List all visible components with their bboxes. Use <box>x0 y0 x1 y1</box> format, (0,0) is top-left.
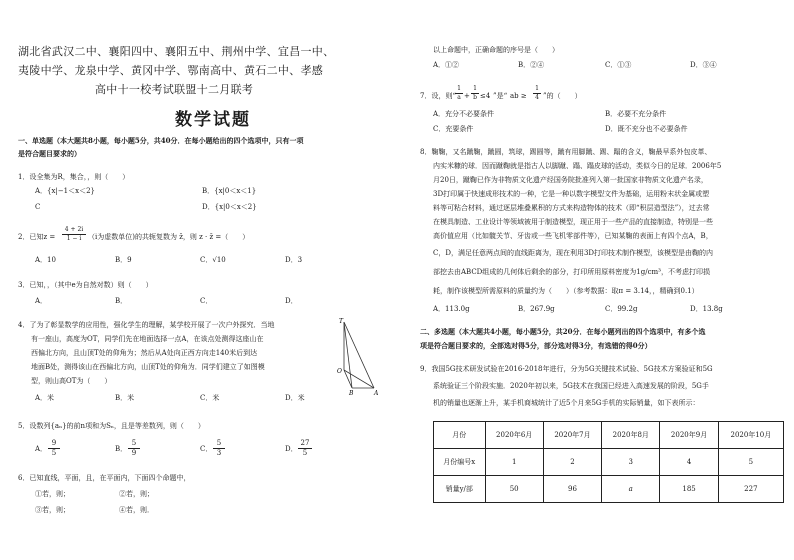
q8-line-9: 部挖去由ABCD组成的几何体后剩余的部分，打印所用原料密度为1g/cm³，不考虑打印损 <box>433 268 710 276</box>
q5-option-c-label: C． <box>200 445 213 453</box>
q6-proposition-1: ①若，则； <box>35 490 70 498</box>
q6-continuation: 以上命题中，正确命题的序号是（ ） <box>433 46 559 54</box>
q8-line-2: 内实米糠的球．因而蹴鞠就是指古人以脚蹴、蹋、蹋皮球的活动，类似今日的足球．2006年5 <box>433 162 722 170</box>
table-header-cell: 2020年10月 <box>718 422 783 449</box>
table-header-cell: 2020年8月 <box>602 422 660 449</box>
q2-option-c[interactable]: C．√10 <box>200 256 226 264</box>
table-header-cell: 2020年6月 <box>485 422 543 449</box>
q5-option-c[interactable] <box>200 445 212 454</box>
q4-option-a[interactable]: A．米 <box>35 394 55 402</box>
q5-option-d-label: D． <box>285 445 298 453</box>
q8-line-5: 料等可粘合材料，通过逐层堆叠累积的方式来构造物体的技术（即“积层造型法”），过去常 <box>433 204 710 212</box>
q5-option-d-fraction <box>298 439 312 458</box>
q2-option-a[interactable]: A．10 <box>35 256 56 264</box>
line-ta <box>344 322 374 388</box>
q5-b-num: 5 <box>128 439 140 449</box>
mountain-figure <box>334 316 384 396</box>
q4-line-5: 型，则山高OT为（ ） <box>31 377 112 385</box>
q4-line-3: 西偏北方向，且山顶T处的仰角为；然后从A处向正西方向走140米后到达 <box>31 349 258 357</box>
q7-frac-3 <box>533 85 541 102</box>
q8-line-3: 月20日，蹴鞠已作为非物质文化遗产经国务院批准列入第一批国家非物质文化遗产名录， <box>433 176 708 184</box>
table-cell: 96 <box>543 476 601 503</box>
q7-stem-pre: 7．设，则“ <box>420 92 457 100</box>
q6-option-a[interactable]: A．①② <box>433 61 460 69</box>
q5-c-num: 5 <box>213 439 225 449</box>
label-o: O <box>337 368 342 375</box>
q1-option-b[interactable]: B．{x|0＜x＜1} <box>202 187 257 195</box>
q8-line-1: 8．鞠鞠，又名蹴鞠，蹴圆，筑球，踢圆等，蹴有用脚蹴、踢、蹋的含义，鞠最早系外包皮革、 <box>420 148 712 156</box>
label-a: A <box>374 390 379 396</box>
q8-option-c[interactable]: C．99.2g <box>605 305 638 313</box>
table-header-cell: 月份 <box>434 422 486 449</box>
table-cell: 1 <box>485 449 543 476</box>
q3-stem: 3．已知，，（其中e为自然对数）则（ ） <box>18 281 153 289</box>
q5-option-d[interactable] <box>285 445 298 454</box>
q4-line-1: 4．了为了彰显数学的应用性，强化学生的理解，某学校开展了一次户外探究．当地 <box>18 321 275 329</box>
q9-line-2: 系统验证三个阶段实施．2020年初以来，5G技术在我国已经进入高速发展的阶段，5G手 <box>433 382 709 390</box>
q8-option-a[interactable]: A．113.0g <box>433 305 470 313</box>
header-line-3: 高中十一校考试联盟十二月联考 <box>95 83 254 96</box>
q5-a-den: 5 <box>51 449 57 457</box>
q7-option-b[interactable]: B．必要不充分条件 <box>605 110 667 118</box>
q7-stem-mid: ”是“ <box>493 92 508 100</box>
header-line-2: 夷陵中学、龙泉中学、黄冈中学、鄂南高中、黄石二中、孝感 <box>18 64 324 77</box>
table-cell: 2 <box>543 449 601 476</box>
q4-option-c[interactable]: C．米 <box>200 394 220 402</box>
q5-option-a-label: A． <box>35 445 48 453</box>
table-cell: 4 <box>660 449 718 476</box>
q7-stem-post: ”的（ ） <box>543 92 582 100</box>
q7-plus: + <box>464 92 470 100</box>
q6-option-d[interactable]: D．③④ <box>690 61 717 69</box>
q7-option-d[interactable]: D．既不充分也不必要条件 <box>605 125 688 133</box>
section2-heading: 二、多选题（本大题共4小题，每小题5分，共20分．在每小题列出的四个选项中，有多个选 <box>420 327 706 336</box>
table-cell: 销量y/部 <box>434 476 486 503</box>
table-row <box>434 476 784 503</box>
q4-line-2: 有一座山，高度为OT，同学们先在地面选择一点A，在该点处测得这座山在 <box>31 335 264 343</box>
q6-proposition-2: ②若，则； <box>119 490 154 498</box>
q9-line-1: 9．我国5G技术研发试验在2016-2018年进行，分为5G关键技术试验、5G技术方案验证和5G <box>420 365 713 373</box>
q8-line-4: 3D打印属于快速成形技术的一种，它是一种以数字模型文件为基础，运用粉末状金属或塑 <box>433 190 710 198</box>
section1-heading: 一、单选题（本大题共8小题，每小题5分，共40分．在每小题给出的四个选项中，只有一项 <box>18 136 304 145</box>
q6-stem: 6．已知直线，平面，且，在平面内，下面四个命题中， <box>18 474 191 482</box>
q9-line-3: 机的销量也逐渐上升，某手机商城统计了近5个月来5G手机的实际销量，如下表所示： <box>433 399 700 407</box>
section2-heading-cont: 项是符合题目要求的，全部选对得5分，部分选对得3分，有选错的得0分） <box>420 341 652 350</box>
q7-f2-num: 1 <box>471 85 479 94</box>
q7-f1-den: a <box>457 94 461 101</box>
q7-ge: ab ≥ <box>510 92 527 100</box>
q6-proposition-3: ③若，则； <box>35 506 70 514</box>
q8-line-6: 在模具制造、工业设计等领域被用于制造模型，现正用于一些产品的直接制造，特别是一些 <box>433 218 713 226</box>
q5-b-den: 9 <box>131 449 137 457</box>
table-cell: a <box>602 476 660 503</box>
label-b: B <box>349 390 354 396</box>
q7-frac-2 <box>471 85 479 102</box>
q5-option-b[interactable] <box>115 445 127 454</box>
q5-option-c-fraction <box>213 439 225 458</box>
q2-option-d[interactable]: D．3 <box>285 256 303 264</box>
q1-option-d[interactable]: D．{x|0＜x＜2} <box>202 203 257 211</box>
q5-a-num: 9 <box>48 439 60 449</box>
q8-option-d[interactable]: D．13.8g <box>690 305 723 313</box>
q1-option-a[interactable]: A．{x|−1＜x＜2} <box>35 187 95 195</box>
q1-option-c[interactable]: C <box>35 203 41 211</box>
section1-heading-cont: 是符合题目要求的） <box>18 149 81 158</box>
table-header-cell: 2020年7月 <box>543 422 601 449</box>
q5-option-b-fraction <box>128 439 140 458</box>
label-t: T <box>339 318 344 325</box>
q3-option-b[interactable]: B． <box>115 297 128 305</box>
table-row <box>434 449 784 476</box>
q8-line-7: 高价值应用（比如髋关节、牙齿或一些飞机零部件等），已知某鞠的表面上有四个点A，B， <box>433 232 713 240</box>
q7-f1-num: 1 <box>455 85 463 94</box>
q5-d-num: 27 <box>298 439 312 449</box>
table-cell: 227 <box>718 476 783 503</box>
q5-stem: 5．设数列{aₙ}的前n项和为Sₙ，且是等差数列，则（ ） <box>18 422 205 430</box>
q2-fraction <box>62 226 86 243</box>
q6-option-c[interactable]: C．①③ <box>605 61 632 69</box>
q8-line-10: 耗，制作该模型所需原料的质量约为（ ）（参考数据：取π = 3.14，，精确到0.1） <box>433 287 699 295</box>
q5-d-den: 5 <box>302 449 308 457</box>
q7-f3-den: 4 <box>535 94 539 101</box>
q5-option-b-label: B． <box>115 445 128 453</box>
q7-f3-num: 1 <box>533 85 541 94</box>
q2-stem-post: （i为虚数单位)的共轭复数为 z̄，则 z · z̄ =（ ） <box>88 233 250 241</box>
q5-c-den: 3 <box>216 449 222 457</box>
q1-stem: 1．设全集为R，集合，，则（ ） <box>18 173 130 181</box>
q7-frac-1 <box>455 85 463 102</box>
table-cell: 5 <box>718 449 783 476</box>
q7-f2-den: b <box>473 94 477 101</box>
q3-option-c[interactable]: C． <box>200 297 213 305</box>
q2-frac-num: 4 + 2i <box>62 226 86 235</box>
page-title: 数学试题 <box>175 110 251 130</box>
q4-option-b[interactable]: B．米 <box>115 394 135 402</box>
header-line-1: 湖北省武汉二中、襄阳四中、襄阳五中、荆州中学、宜昌一中、 <box>18 45 335 58</box>
table-cell: 月份编号x <box>434 449 486 476</box>
q6-proposition-4: ④若，则． <box>119 506 154 514</box>
q6-option-b[interactable]: B．②④ <box>518 61 545 69</box>
table-cell: 3 <box>602 449 660 476</box>
q8-line-8: C，D，满足任意两点间的直线距离为，现在利用3D打印技术制作模型，该模型是由鞠的内 <box>433 249 714 257</box>
table-cell: 185 <box>660 476 718 503</box>
q8-option-b[interactable]: B．267.9g <box>518 305 555 313</box>
q4-line-4: 地面B处，测得该山在西偏北方向，山顶T处的仰角为．同学们建立了如图模 <box>31 363 265 371</box>
q3-option-a[interactable]: A． <box>35 297 48 305</box>
table-header-cell: 2020年9月 <box>660 422 718 449</box>
q4-option-d[interactable]: D．米 <box>285 394 305 402</box>
q2-option-b[interactable]: B．9 <box>115 256 132 264</box>
q5-option-a-fraction <box>48 439 60 458</box>
table-cell: 50 <box>485 476 543 503</box>
q5-option-a[interactable] <box>35 445 47 454</box>
q2-frac-den: 1 − i <box>66 235 82 242</box>
sales-table <box>433 421 784 503</box>
q3-option-d[interactable]: D． <box>285 297 298 305</box>
table-header-row <box>434 422 784 449</box>
q2-stem-pre: 2．已知z = <box>18 233 56 241</box>
q7-le: ≤4 <box>480 92 491 100</box>
q7-option-c[interactable]: C．充要条件 <box>433 125 474 133</box>
q7-option-a[interactable]: A．充分不必要条件 <box>433 110 495 118</box>
